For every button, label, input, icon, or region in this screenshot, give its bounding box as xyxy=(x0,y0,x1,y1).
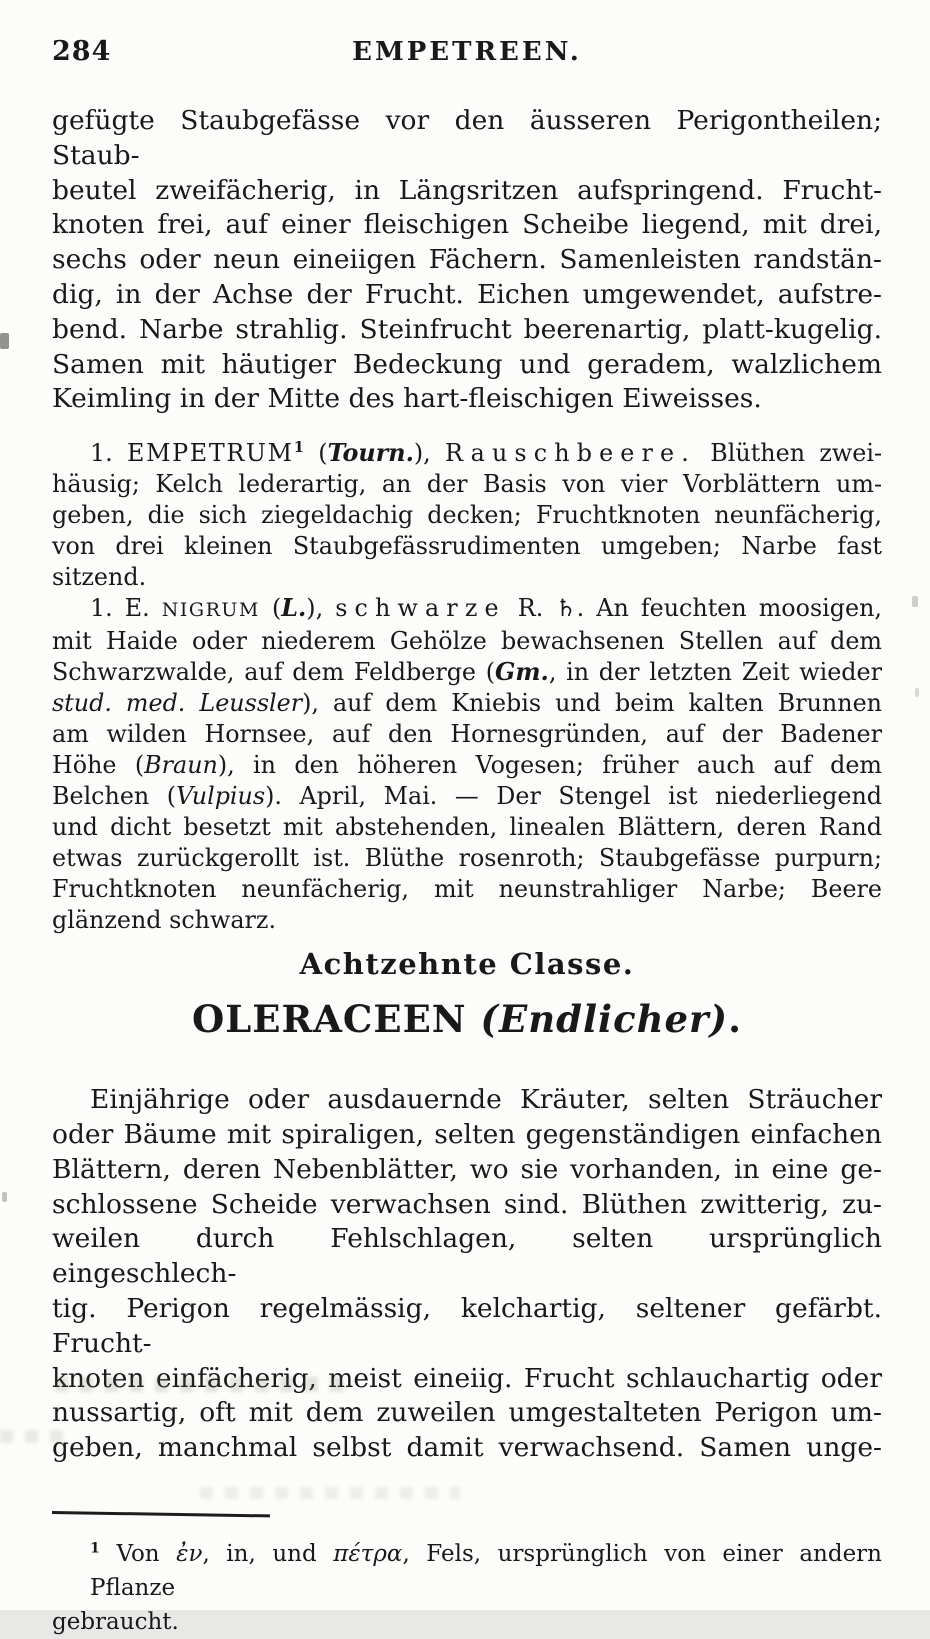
text-segment: glänzend schwarz. xyxy=(52,906,277,935)
text-segment: beutel zweifächerig, in Längsritzen aufspringend. Frucht- xyxy=(52,174,882,206)
text-line xyxy=(52,500,882,531)
text-segment: sitzend. xyxy=(52,563,147,592)
scan-artifact-left-margin-mark xyxy=(0,333,9,349)
text-line xyxy=(52,781,882,812)
text-segment: ). April, Mai. — Der Stengel ist niederliegend xyxy=(265,782,882,811)
paragraph-oleraceen-description xyxy=(52,1083,882,1466)
footnote-separator-rule xyxy=(52,1511,270,1517)
text-line xyxy=(52,593,882,626)
text-segment: ), xyxy=(306,594,336,623)
text-segment: etwas zurückgerollt ist. Blüthe rosenroth; Staubgefässe purpurn; xyxy=(52,844,882,873)
text-segment: Blüthen zwei- xyxy=(695,439,882,468)
family-heading-name: OLERACEEN xyxy=(192,997,481,1042)
text-segment: bend. Narbe strahlig. Steinfrucht beerenartig, platt-kugelig. xyxy=(52,313,882,345)
text-line xyxy=(52,174,882,209)
text-line xyxy=(52,905,882,936)
text-line xyxy=(52,208,882,243)
text-segment-i: ἐν xyxy=(176,1540,203,1567)
text-segment-sc: NIGRUM xyxy=(161,599,260,622)
family-heading xyxy=(52,995,882,1043)
text-segment: dig, in der Achse der Frucht. Eichen umgewendet, aufstre- xyxy=(52,278,882,310)
text-segment: und dicht besetzt mit abstehenden, linealen Blättern, deren Rand xyxy=(52,813,882,842)
text-segment: 1. E. xyxy=(90,594,162,623)
text-segment: weilen durch Fehlschlagen, selten ursprünglich eingeschlech- xyxy=(52,1223,882,1290)
text-segment: gebraucht. xyxy=(52,1608,179,1635)
text-segment: von drei kleinen Staubgefässrudimenten umgeben; Narbe fast xyxy=(52,532,882,561)
text-line xyxy=(52,657,882,688)
text-line xyxy=(52,719,882,750)
text-segment-bi: L. xyxy=(281,594,307,623)
text-segment-sup: 1 xyxy=(293,439,304,457)
text-line xyxy=(52,531,882,562)
text-segment: ), auf dem Kniebis und beim kalten Brunnen xyxy=(302,689,882,718)
text-segment: schlossene Scheide verwachsen sind. Blüthen zwitterig, zu- xyxy=(52,1188,882,1220)
family-heading-period: . xyxy=(728,997,742,1042)
text-segment: Einjährige oder ausdauernde Kräuter, selten Sträucher xyxy=(90,1084,882,1116)
scan-artifact-bleedthrough xyxy=(200,1487,460,1499)
text-line xyxy=(52,1083,882,1118)
text-segment-sup: 1 xyxy=(90,1540,100,1557)
text-segment: geben, manchmal selbst damit verwachsend. Samen unge- xyxy=(52,1432,882,1464)
family-heading-author: (Endlicher) xyxy=(480,997,729,1042)
text-line xyxy=(52,469,882,500)
text-segment: gefügte Staubgefässe vor den äusseren Perigontheilen; Staub- xyxy=(52,105,882,171)
text-segment-bi: Tourn. xyxy=(327,439,414,468)
paragraph-species-nigrum xyxy=(52,593,882,936)
text-line xyxy=(52,812,882,843)
text-segment: , Fels, ursprünglich von einer andern Pflanze xyxy=(90,1540,882,1601)
text-line xyxy=(52,626,882,657)
text-segment-sym: ♄ xyxy=(555,594,577,623)
text-line xyxy=(52,438,882,469)
text-line xyxy=(52,1362,882,1397)
text-segment: 1. xyxy=(90,439,128,468)
footnote-text xyxy=(52,1537,882,1639)
text-line xyxy=(52,750,882,781)
text-line xyxy=(52,1222,882,1292)
class-heading: Achtzehnte Classe. xyxy=(299,947,635,982)
text-line xyxy=(52,1431,882,1466)
text-segment: , in der letzten Zeit wieder xyxy=(548,658,882,687)
text-segment: Keimling in der Mitte des hart-fleischigen Eiweisses. xyxy=(52,383,762,415)
text-line xyxy=(52,1188,882,1223)
text-segment: Samen mit häutiger Bedeckung und geradem, walzlichem xyxy=(52,348,882,380)
text-line xyxy=(52,1605,882,1639)
text-segment-sp: Rauschbeere. xyxy=(445,439,696,468)
text-segment: Fruchtknoten neunfächerig, mit neunstrahliger Narbe; Beere xyxy=(52,875,882,904)
text-segment-i: πέτρα xyxy=(333,1540,403,1567)
text-segment: Blättern, deren Nebenblätter, wo sie vorhanden, in eine ge- xyxy=(52,1153,882,1185)
scan-artifact-left-tick xyxy=(2,1192,7,1202)
text-line xyxy=(52,843,882,874)
text-segment: , in, und xyxy=(202,1540,334,1567)
page-header xyxy=(52,34,882,70)
running-title: EMPETREEN. xyxy=(352,37,582,67)
text-segment: Belchen ( xyxy=(52,782,177,811)
text-segment-sp: schwarze xyxy=(335,594,506,623)
text-segment: Höhe ( xyxy=(52,751,145,780)
text-line xyxy=(52,874,882,905)
text-segment: ( xyxy=(259,594,282,623)
text-line xyxy=(52,348,882,383)
text-line xyxy=(52,1118,882,1153)
page-number: 284 xyxy=(52,36,112,67)
text-segment: . An feuchten moosigen, xyxy=(576,594,882,623)
text-segment: sechs oder neun eineiigen Fächern. Samenleisten randstän- xyxy=(52,244,882,276)
text-segment: R. xyxy=(505,594,556,623)
text-segment: knoten frei, auf einer fleischigen Scheibe liegend, mit drei, xyxy=(52,209,882,241)
text-segment-bi: Gm. xyxy=(495,658,549,687)
scan-artifact-right-speck xyxy=(912,596,918,607)
text-line xyxy=(52,278,882,313)
text-line xyxy=(52,243,882,278)
text-segment-i: Braun xyxy=(144,751,218,780)
text-line xyxy=(52,1537,882,1605)
text-line xyxy=(52,104,882,174)
text-segment-i: stud. med. Leussler xyxy=(52,689,303,718)
text-segment: nussartig, oft mit dem zuweilen umgestalteten Perigon um- xyxy=(52,1397,882,1429)
text-line xyxy=(52,1292,882,1362)
text-segment: ( xyxy=(303,439,328,468)
text-segment: tig. Perigon regelmässig, kelchartig, seltener gefärbt. Frucht- xyxy=(52,1292,882,1359)
text-segment-w: EMPETRUM xyxy=(127,439,294,468)
text-segment: knoten einfächerig, meist eineiig. Frucht schlauchartig oder xyxy=(52,1362,882,1394)
text-segment: am wilden Hornsee, auf den Hornesgründen, auf der Badener xyxy=(52,720,882,749)
scan-artifact-right-speck xyxy=(915,688,919,697)
text-segment: mit Haide oder niederem Gehölze bewachsenen Stellen auf dem xyxy=(52,627,882,656)
text-line xyxy=(52,688,882,719)
text-line xyxy=(52,313,882,348)
text-line xyxy=(52,1396,882,1431)
text-segment: Von xyxy=(99,1540,177,1567)
text-segment: geben, die sich ziegeldachig decken; Fruchtknoten neunfächerig, xyxy=(52,501,882,530)
text-segment: Schwarzwalde, auf dem Feldberge ( xyxy=(52,658,496,687)
paragraph-empetreen-continued xyxy=(52,104,882,417)
text-segment-i: Vulpius xyxy=(176,782,266,811)
text-line xyxy=(52,1153,882,1188)
text-line xyxy=(52,562,882,593)
text-segment: oder Bäume mit spiraligen, selten gegenständigen einfachen xyxy=(52,1118,882,1150)
text-segment: ), xyxy=(413,439,446,468)
text-line xyxy=(52,382,882,417)
text-segment: häusig; Kelch lederartig, an der Basis von vier Vorblättern um- xyxy=(52,470,882,499)
paragraph-genus-empetrum xyxy=(52,438,882,593)
text-segment: ), in den höheren Vogesen; früher auch auf dem xyxy=(217,751,882,780)
